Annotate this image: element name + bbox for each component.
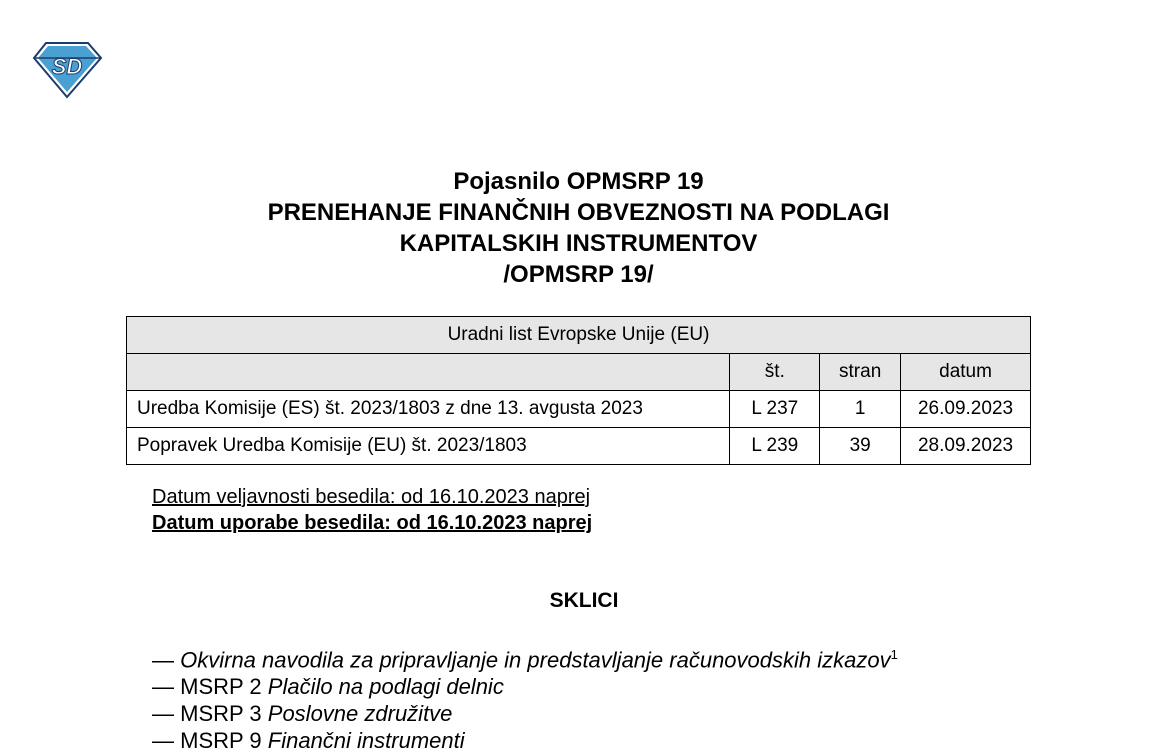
header-page: stran bbox=[820, 354, 901, 391]
references-heading: SKLICI bbox=[549, 589, 619, 612]
reference-text: Poslovne združitve bbox=[267, 701, 453, 727]
row-date: 28.09.2023 bbox=[901, 428, 1031, 465]
table-caption: Uradni list Evropske Unije (EU) bbox=[127, 317, 1031, 354]
footnote-marker: 1 bbox=[890, 647, 898, 662]
reference-text: Plačilo na podlagi delnic bbox=[267, 674, 504, 700]
title-line-2: PRENEHANJE FINANČNIH OBVEZNOSTI NA PODLAGI bbox=[267, 199, 890, 226]
title-line-1: Pojasnilo OPMSRP 19 bbox=[453, 168, 704, 195]
title-line-3: KAPITALSKIH INSTRUMENTOV bbox=[399, 230, 758, 257]
reference-code: MSRP 2 bbox=[180, 674, 262, 700]
validity-date: Datum veljavnosti besedila: od 16.10.2023 naprej bbox=[152, 486, 591, 508]
table-header-row bbox=[127, 354, 1031, 391]
header-number: št. bbox=[730, 354, 820, 391]
dash: — bbox=[152, 701, 174, 727]
reference-text: Okvirna navodila za pripravljanje in predstavljanje računovodskih izkazov bbox=[180, 647, 891, 673]
title-line-4: /OPMSRP 19/ bbox=[503, 261, 654, 288]
application-date: Datum uporabe besedila: od 16.10.2023 naprej bbox=[152, 512, 593, 534]
header-desc bbox=[127, 354, 730, 391]
header-date: datum bbox=[901, 354, 1031, 391]
reference-code: MSRP 3 bbox=[180, 701, 262, 727]
references-list bbox=[152, 641, 898, 754]
dash: — bbox=[152, 728, 174, 754]
row-number: L 239 bbox=[730, 428, 820, 465]
sd-logo bbox=[30, 40, 104, 100]
list-item bbox=[152, 727, 898, 754]
row-number: L 237 bbox=[730, 391, 820, 428]
row-desc: Popravek Uredba Komisije (EU) št. 2023/1803 bbox=[127, 428, 730, 465]
row-date: 26.09.2023 bbox=[901, 391, 1031, 428]
row-page: 1 bbox=[820, 391, 901, 428]
reference-code: MSRP 9 bbox=[180, 728, 262, 754]
logo-letters: SD bbox=[51, 54, 83, 79]
document-title bbox=[0, 166, 1157, 290]
table-row bbox=[127, 391, 1031, 428]
date-info bbox=[152, 484, 592, 536]
reference-text: Finančni instrumenti bbox=[267, 728, 465, 754]
list-item bbox=[152, 673, 898, 700]
table-row bbox=[127, 428, 1031, 465]
list-item bbox=[152, 641, 898, 673]
row-desc: Uredba Komisije (ES) št. 2023/1803 z dne 13. avgusta 2023 bbox=[127, 391, 730, 428]
table-caption-row bbox=[127, 317, 1031, 354]
dash: — bbox=[152, 674, 174, 700]
list-item bbox=[152, 700, 898, 727]
official-journal-table bbox=[126, 316, 1031, 465]
row-page: 39 bbox=[820, 428, 901, 465]
dash: — bbox=[152, 647, 174, 673]
